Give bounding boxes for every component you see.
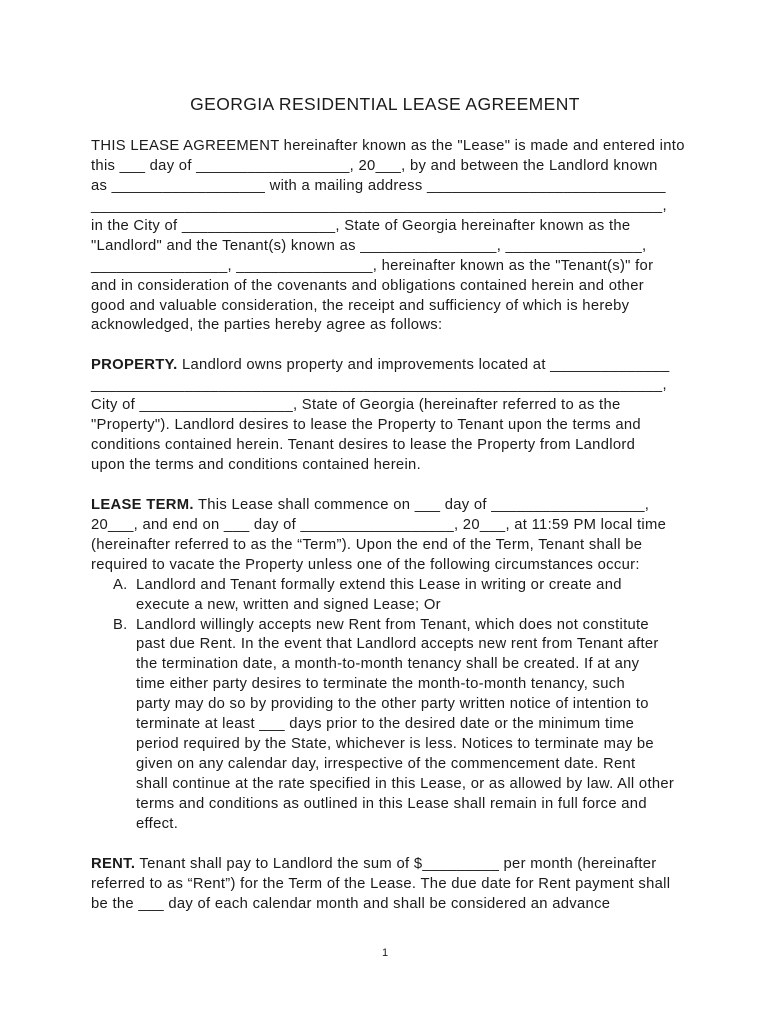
condition-line: Landlord willingly accepts new Rent from Tenant, which does not constitute: [136, 616, 649, 633]
condition-line: shall continue at the rate specified in this Lease, or as allowed by law. All other: [136, 776, 675, 792]
condition-line: time either party desires to terminate the month-to-month tenancy, such: [136, 676, 625, 693]
rent-line: be the ___ day of each calendar month and shall be considered an advance: [91, 895, 611, 912]
condition-marker: B.: [113, 616, 128, 633]
rent-line: [91, 855, 731, 875]
page-number: 1: [381, 947, 389, 959]
condition-list: [91, 576, 731, 835]
property-section: [91, 356, 731, 476]
condition-line: party may do so by providing to the other party written notice of intention to: [136, 696, 649, 713]
property-line: conditions contained herein. Tenant desires to lease the Property from Landlord: [91, 437, 636, 454]
property-line: upon the terms and conditions contained herein.: [91, 457, 421, 473]
intro-line: as __________________ with a mailing address ____________________________: [91, 177, 666, 194]
rent-line: referred to as “Rent”) for the Term of the Lease. The due date for Rent payment shall: [91, 875, 671, 892]
intro-line: this ___ day of __________________, 20___, by and between the Landlord known: [91, 157, 658, 174]
property-line: "Property"). Landlord desires to lease the Property to Tenant upon the terms and: [91, 417, 641, 434]
condition-line: past due Rent. In the event that Landlord accepts new rent from Tenant after: [136, 636, 659, 653]
intro-line: ___________________________________________________________________,: [91, 197, 667, 214]
document-title: GEORGIA RESIDENTIAL LEASE AGREEMENT: [190, 94, 580, 114]
condition-line: given on any calendar day, irrespective of the commencement date. Rent: [136, 756, 636, 773]
intro-line: good and valuable consideration, the receipt and sufficiency of which is hereby: [91, 297, 630, 314]
lease-term-text: This Lease shall commence on ___ day of __________________,: [197, 496, 650, 513]
condition-item-b: [91, 616, 731, 835]
rent-text: Tenant shall pay to Landlord the sum of $_________ per month (hereinafter: [139, 855, 657, 872]
intro-line: in the City of __________________, State of Georgia hereinafter known as the: [91, 217, 631, 234]
lease-term-heading: LEASE TERM.: [91, 496, 194, 513]
lease-term-line: required to vacate the Property unless one of the following circumstances occur:: [91, 556, 640, 573]
intro-paragraph: [91, 137, 731, 336]
condition-line: execute a new, written and signed Lease; Or: [136, 596, 441, 613]
intro-line: "Landlord" and the Tenant(s) known as ________________, ________________,: [91, 237, 647, 254]
property-line: [91, 356, 731, 376]
condition-item-a: [91, 576, 731, 616]
lease-term-section: [91, 496, 731, 835]
condition-line: terms and conditions as outlined in this Lease shall remain in full force and: [136, 795, 647, 812]
lease-term-line: [91, 496, 731, 516]
intro-line: THIS LEASE AGREEMENT hereinafter known as the "Lease" is made and entered into: [91, 138, 685, 154]
lease-term-line: 20___, and end on ___ day of __________________, 20___, at 11:59 PM local time: [91, 516, 667, 533]
intro-line: acknowledged, the parties hereby agree as follows:: [91, 317, 443, 334]
property-heading: PROPERTY.: [91, 357, 178, 374]
intro-line: ________________, ________________, hereinafter known as the "Tenant(s)" for: [91, 257, 654, 274]
condition-line: period required by the State, whichever is less. Notices to terminate may be: [136, 736, 654, 753]
condition-line: effect.: [136, 815, 179, 832]
property-text: Landlord owns property and improvements located at ______________: [182, 357, 670, 374]
lease-term-line: (hereinafter referred to as the “Term”). Upon the end of the Term, Tenant shall be: [91, 536, 643, 553]
condition-line: the termination date, a month-to-month tenancy shall be created. If at any: [136, 656, 640, 673]
intro-line: and in consideration of the covenants and obligations contained herein and other: [91, 277, 644, 294]
condition-line: Landlord and Tenant formally extend this Lease in writing or create and: [136, 576, 622, 593]
property-line: ___________________________________________________________________,: [91, 377, 667, 394]
document-body: [91, 137, 731, 915]
property-line: City of __________________, State of Georgia (hereinafter referred to as the: [91, 397, 621, 414]
condition-line: terminate at least ___ days prior to the desired date or the minimum time: [136, 716, 635, 733]
condition-marker: A.: [113, 576, 128, 593]
rent-section: [91, 855, 731, 915]
rent-heading: RENT.: [91, 855, 136, 872]
